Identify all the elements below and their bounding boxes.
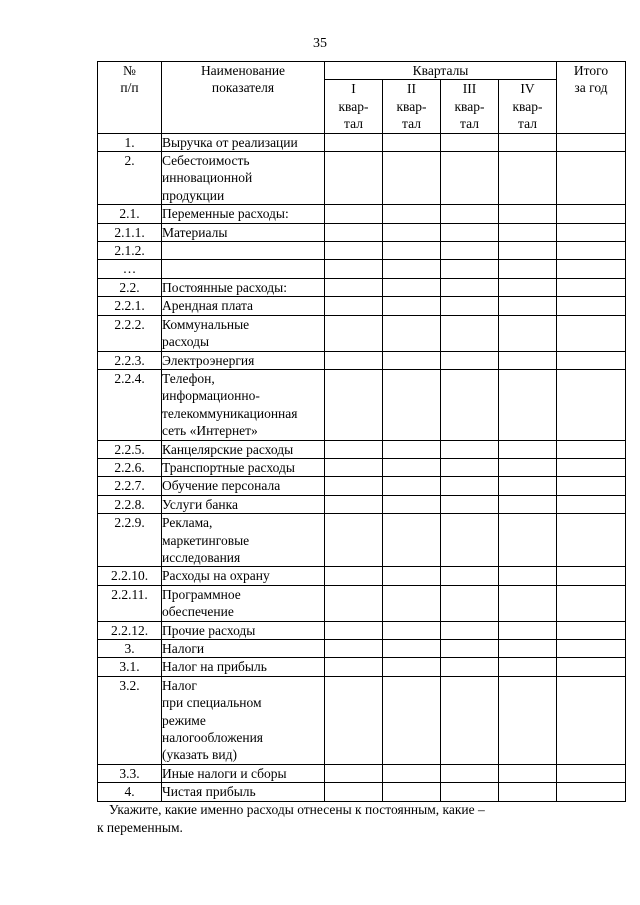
year-total-value-cell: [557, 676, 626, 764]
year-total-value-cell: [557, 658, 626, 676]
quarter-1-value-cell: [325, 658, 383, 676]
quarter-1-value-cell: [325, 297, 383, 315]
instruction-note: Укажите, какие именно расходы отнесены к постоянным, какие –: [109, 802, 485, 817]
row-indicator-name: Чистая прибыль: [162, 783, 325, 801]
quarter-1-value-cell: [325, 351, 383, 369]
year-total-value-cell: [557, 640, 626, 658]
quarter-4-value-cell: [499, 458, 557, 476]
year-total-value-cell: [557, 764, 626, 782]
year-total-value-cell: [557, 495, 626, 513]
quarter-4-value-cell: [499, 152, 557, 205]
year-total-value-cell: [557, 133, 626, 151]
quarter-2-value-cell: [383, 495, 441, 513]
quarter-3-value-cell: [441, 458, 499, 476]
row-number: 2.2.10.: [98, 567, 162, 585]
quarter-4-value-cell: [499, 315, 557, 351]
row-indicator-name: [162, 260, 325, 278]
quarter-2-value-cell: [383, 764, 441, 782]
row-indicator-name: Выручка от реализации: [162, 133, 325, 151]
header-quarter-3: III квар- тал: [441, 80, 499, 133]
year-total-value-cell: [557, 783, 626, 801]
row-indicator-name: Прочие расходы: [162, 621, 325, 639]
row-indicator-name: [162, 242, 325, 260]
quarter-4-value-cell: [499, 278, 557, 296]
row-number: 2.2.8.: [98, 495, 162, 513]
row-number: 2.1.2.: [98, 242, 162, 260]
quarter-1-value-cell: [325, 676, 383, 764]
quarter-3-value-cell: [441, 585, 499, 621]
financial-plan-table: [97, 61, 626, 802]
year-total-value-cell: [557, 260, 626, 278]
table-row: [98, 315, 626, 351]
table-row: [98, 458, 626, 476]
quarter-4-value-cell: [499, 297, 557, 315]
table-row: [98, 351, 626, 369]
quarter-2-value-cell: [383, 242, 441, 260]
quarter-3-value-cell: [441, 315, 499, 351]
quarter-2-value-cell: [383, 676, 441, 764]
year-total-value-cell: [557, 567, 626, 585]
quarter-3-value-cell: [441, 477, 499, 495]
year-total-value-cell: [557, 514, 626, 567]
quarter-1-value-cell: [325, 567, 383, 585]
table-row: [98, 640, 626, 658]
quarter-2-value-cell: [383, 477, 441, 495]
row-indicator-name: Программное обеспечение: [162, 585, 325, 621]
row-number: 2.1.1.: [98, 223, 162, 241]
row-number: 2.2.3.: [98, 351, 162, 369]
row-number: 2.2.: [98, 278, 162, 296]
quarter-1-value-cell: [325, 369, 383, 440]
page-number: 35: [313, 36, 327, 51]
table-row: [98, 152, 626, 205]
row-number: 2.2.11.: [98, 585, 162, 621]
quarter-1-value-cell: [325, 585, 383, 621]
year-total-value-cell: [557, 278, 626, 296]
quarter-2-value-cell: [383, 297, 441, 315]
quarter-1-value-cell: [325, 514, 383, 567]
row-number: 2.2.6.: [98, 458, 162, 476]
quarter-4-value-cell: [499, 514, 557, 567]
quarter-2-value-cell: [383, 260, 441, 278]
row-number: 4.: [98, 783, 162, 801]
quarter-1-value-cell: [325, 242, 383, 260]
quarter-3-value-cell: [441, 351, 499, 369]
quarter-1-value-cell: [325, 152, 383, 205]
quarter-4-value-cell: [499, 783, 557, 801]
row-indicator-name: Канцелярские расходы: [162, 440, 325, 458]
table-body: [98, 133, 626, 801]
table-row: [98, 676, 626, 764]
quarter-3-value-cell: [441, 621, 499, 639]
quarter-1-value-cell: [325, 621, 383, 639]
quarter-4-value-cell: [499, 477, 557, 495]
table-row: [98, 514, 626, 567]
quarter-3-value-cell: [441, 223, 499, 241]
row-indicator-name: Материалы: [162, 223, 325, 241]
quarter-4-value-cell: [499, 440, 557, 458]
row-indicator-name: Телефон, информационно- телекоммуникационная сеть «Интернет»: [162, 369, 325, 440]
row-indicator-name: Расходы на охрану: [162, 567, 325, 585]
quarter-1-value-cell: [325, 458, 383, 476]
row-indicator-name: Налог на прибыль: [162, 658, 325, 676]
row-indicator-name: Электроэнергия: [162, 351, 325, 369]
quarter-4-value-cell: [499, 658, 557, 676]
row-number: 3.3.: [98, 764, 162, 782]
quarter-2-value-cell: [383, 440, 441, 458]
row-indicator-name: Иные налоги и сборы: [162, 764, 325, 782]
header-quarter-2: II квар- тал: [383, 80, 441, 133]
quarter-1-value-cell: [325, 495, 383, 513]
quarter-3-value-cell: [441, 514, 499, 567]
quarter-4-value-cell: [499, 495, 557, 513]
table-row: [98, 567, 626, 585]
quarter-4-value-cell: [499, 567, 557, 585]
year-total-value-cell: [557, 297, 626, 315]
table-row: [98, 369, 626, 440]
row-indicator-name: Обучение персонала: [162, 477, 325, 495]
header-quarters: Кварталы: [325, 62, 557, 80]
quarter-1-value-cell: [325, 783, 383, 801]
row-indicator-name: Арендная плата: [162, 297, 325, 315]
quarter-3-value-cell: [441, 297, 499, 315]
quarter-4-value-cell: [499, 640, 557, 658]
quarter-2-value-cell: [383, 783, 441, 801]
table-row: [98, 783, 626, 801]
quarter-3-value-cell: [441, 783, 499, 801]
quarter-2-value-cell: [383, 658, 441, 676]
quarter-2-value-cell: [383, 621, 441, 639]
table-row: [98, 242, 626, 260]
year-total-value-cell: [557, 351, 626, 369]
quarter-3-value-cell: [441, 205, 499, 223]
row-number: 2.2.7.: [98, 477, 162, 495]
row-number: 2.2.9.: [98, 514, 162, 567]
row-number: 2.2.12.: [98, 621, 162, 639]
row-number: 2.2.4.: [98, 369, 162, 440]
table-row: [98, 495, 626, 513]
year-total-value-cell: [557, 621, 626, 639]
quarter-3-value-cell: [441, 495, 499, 513]
row-indicator-name: Налоги: [162, 640, 325, 658]
quarter-1-value-cell: [325, 477, 383, 495]
quarter-2-value-cell: [383, 585, 441, 621]
row-number: 2.1.: [98, 205, 162, 223]
quarter-2-value-cell: [383, 514, 441, 567]
table-row: [98, 205, 626, 223]
header-quarter-1: I квар- тал: [325, 80, 383, 133]
quarter-4-value-cell: [499, 585, 557, 621]
row-number: 1.: [98, 133, 162, 151]
quarter-4-value-cell: [499, 621, 557, 639]
quarter-3-value-cell: [441, 278, 499, 296]
year-total-value-cell: [557, 205, 626, 223]
quarter-4-value-cell: [499, 369, 557, 440]
quarter-2-value-cell: [383, 205, 441, 223]
quarter-3-value-cell: [441, 567, 499, 585]
row-indicator-name: Транспортные расходы: [162, 458, 325, 476]
quarter-3-value-cell: [441, 133, 499, 151]
row-number: 3.2.: [98, 676, 162, 764]
quarter-4-value-cell: [499, 260, 557, 278]
quarter-3-value-cell: [441, 260, 499, 278]
row-number: 2.2.5.: [98, 440, 162, 458]
quarter-2-value-cell: [383, 369, 441, 440]
table-row: [98, 658, 626, 676]
quarter-2-value-cell: [383, 351, 441, 369]
row-number: 3.1.: [98, 658, 162, 676]
table-row: [98, 278, 626, 296]
quarter-3-value-cell: [441, 640, 499, 658]
year-total-value-cell: [557, 585, 626, 621]
quarter-2-value-cell: [383, 458, 441, 476]
header-indicator-name: Наименование показателя: [162, 62, 325, 134]
table-row: [98, 297, 626, 315]
row-number: …: [98, 260, 162, 278]
year-total-value-cell: [557, 223, 626, 241]
table-row: [98, 764, 626, 782]
quarter-2-value-cell: [383, 133, 441, 151]
quarter-1-value-cell: [325, 764, 383, 782]
row-indicator-name: Налог при специальном режиме налогообложения (указать вид): [162, 676, 325, 764]
header-total-year: Итого за год: [557, 62, 626, 134]
quarter-1-value-cell: [325, 440, 383, 458]
table-row: [98, 260, 626, 278]
quarter-3-value-cell: [441, 369, 499, 440]
year-total-value-cell: [557, 315, 626, 351]
row-number: 2.2.2.: [98, 315, 162, 351]
year-total-value-cell: [557, 369, 626, 440]
year-total-value-cell: [557, 477, 626, 495]
quarter-4-value-cell: [499, 351, 557, 369]
header-quarter-4: IV квар- тал: [499, 80, 557, 133]
quarter-3-value-cell: [441, 440, 499, 458]
quarter-4-value-cell: [499, 205, 557, 223]
year-total-value-cell: [557, 152, 626, 205]
quarter-2-value-cell: [383, 152, 441, 205]
header-number: № п/п: [98, 62, 162, 134]
quarter-1-value-cell: [325, 260, 383, 278]
quarter-2-value-cell: [383, 640, 441, 658]
quarter-3-value-cell: [441, 676, 499, 764]
table-row: [98, 621, 626, 639]
quarter-3-value-cell: [441, 152, 499, 205]
quarter-3-value-cell: [441, 658, 499, 676]
quarter-1-value-cell: [325, 315, 383, 351]
quarter-1-value-cell: [325, 278, 383, 296]
table-row: [98, 223, 626, 241]
table-row: [98, 477, 626, 495]
quarter-4-value-cell: [499, 242, 557, 260]
year-total-value-cell: [557, 242, 626, 260]
quarter-2-value-cell: [383, 315, 441, 351]
quarter-4-value-cell: [499, 133, 557, 151]
row-indicator-name: Коммунальные расходы: [162, 315, 325, 351]
quarter-2-value-cell: [383, 567, 441, 585]
year-total-value-cell: [557, 458, 626, 476]
year-total-value-cell: [557, 440, 626, 458]
row-indicator-name: Постоянные расходы:: [162, 278, 325, 296]
row-indicator-name: Себестоимость инновационной продукции: [162, 152, 325, 205]
quarter-1-value-cell: [325, 133, 383, 151]
row-number: 2.: [98, 152, 162, 205]
row-number: 3.: [98, 640, 162, 658]
row-indicator-name: Реклама, маркетинговые исследования: [162, 514, 325, 567]
row-indicator-name: Услуги банка: [162, 495, 325, 513]
quarter-2-value-cell: [383, 223, 441, 241]
table-row: [98, 133, 626, 151]
quarter-1-value-cell: [325, 640, 383, 658]
row-indicator-name: Переменные расходы:: [162, 205, 325, 223]
quarter-1-value-cell: [325, 223, 383, 241]
table-row: [98, 440, 626, 458]
table-row: [98, 585, 626, 621]
quarter-4-value-cell: [499, 764, 557, 782]
quarter-4-value-cell: [499, 223, 557, 241]
quarter-4-value-cell: [499, 676, 557, 764]
quarter-2-value-cell: [383, 278, 441, 296]
row-number: 2.2.1.: [98, 297, 162, 315]
instruction-note-continuation: к переменным.: [97, 820, 183, 835]
quarter-3-value-cell: [441, 764, 499, 782]
quarter-1-value-cell: [325, 205, 383, 223]
quarter-3-value-cell: [441, 242, 499, 260]
